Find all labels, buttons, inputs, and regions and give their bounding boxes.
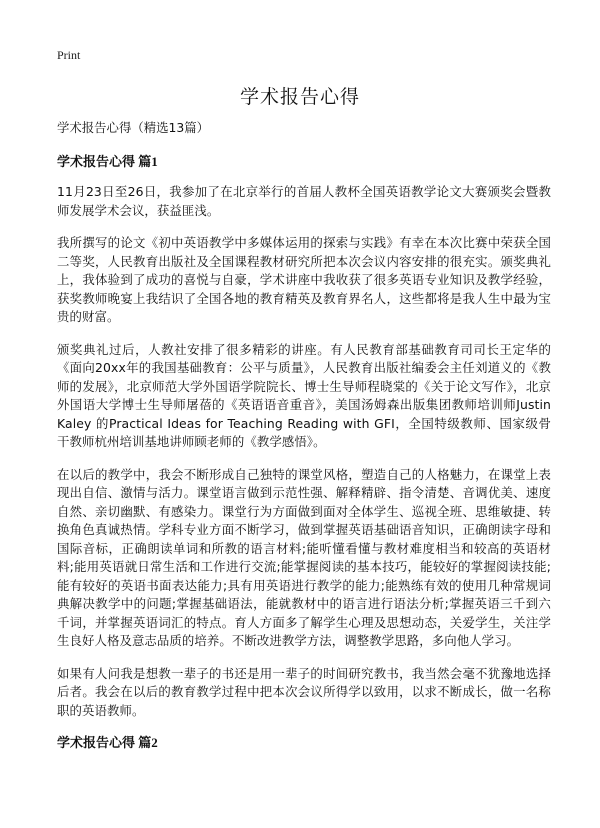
paragraph: 颁奖典礼过后，人教社安排了很多精彩的讲座。有人民教育部基础教育司司长王定华的《面向20xx年的我国基础教育：公平与质量》，人民教育出版社编委会主任刘道义的《教师的发展》，北京师范大学外国语学院院长、博士生导师程晓棠的《关于论文写作》，北京外国语大学博士生导师屠蓓的《英语语音重音》，美国汤姆森出版集团教师培训师Justin Kaley 的Practical Ideas for Teaching Reading with GFI，全国特级教师、国家级骨干教师杭州培训基地讲师顾老师的《教学感悟》。	[57, 341, 551, 449]
paragraph: 在以后的教学中，我会不断形成自己独特的课堂风格，塑造自己的人格魅力，在课堂上表现出自信、激情与活力。课堂语言做到示范性强、解释精辟、指令清楚、音调优美、速度自然、亲切幽默、有感染力。课堂行为方面做到面对全体学生、巡视全班、思维敏捷、转换角色真诚热情。学科专业方面不断学习，做到掌握英语基础语音知识，正确朗读字母和国际音标，正确朗读单词和所教的语言材料;能听懂看懂与教材难度相当和较高的英语材料;能用英语就日常生活和工作进行交流;能掌握阅读的基本技巧，能较好的掌握阅读技能;能有较好的英语书面表达能力;具有用英语进行教学的能力;能熟练有效的使用几种常规词典解决教学中的问题;掌握基础语法，能就教材中的语言进行语法分析;掌握英语三千到六千词，并掌握英语词汇的特点。育人方面多了解学生心理及思想动态，关爱学生，关注学生良好人格及意志品质的培养。不断改进教学方法，调整教学思路，多向他人学习。	[57, 466, 551, 648]
section-heading-2: 学术报告心得 篇2	[57, 735, 158, 750]
paragraph: 如果有人问我是想教一辈子的书还是用一辈子的时间研究教书，我当然会毫不犹豫地选择后者。我会在以后的教育教学过程中把本次会议所得学以致用，以求不断成长，做一名称职的英语教师。	[57, 665, 551, 718]
paragraph: 我所撰写的论文《初中英语教学中多媒体运用的探索与实践》有幸在本次比赛中荣获全国二等奖，人民教育出版社及全国课程教材研究所把本次会议内容安排的很充实。颁奖典礼上，我体验到了成功的喜悦与自豪，学术讲座中我收获了很多英语专业知识及教学经验，获奖教师晚宴上我结识了全国各地的教育精英及教育界名人，这些都将是我人生中最为宝贵的财富。	[57, 235, 551, 324]
section-heading-1: 学术报告心得 篇1	[57, 153, 158, 169]
page-title: 学术报告心得	[239, 86, 360, 108]
article-body	[57, 119, 551, 765]
paragraph: 11月23日至26日，我参加了在北京举行的首届人教杯全国英语教学论文大赛颁奖会暨教师发展学术会议，获益匪浅。	[57, 184, 551, 218]
print-link[interactable]: Print	[57, 48, 81, 62]
article-subtitle: 学术报告心得（精选13篇）	[57, 120, 210, 135]
